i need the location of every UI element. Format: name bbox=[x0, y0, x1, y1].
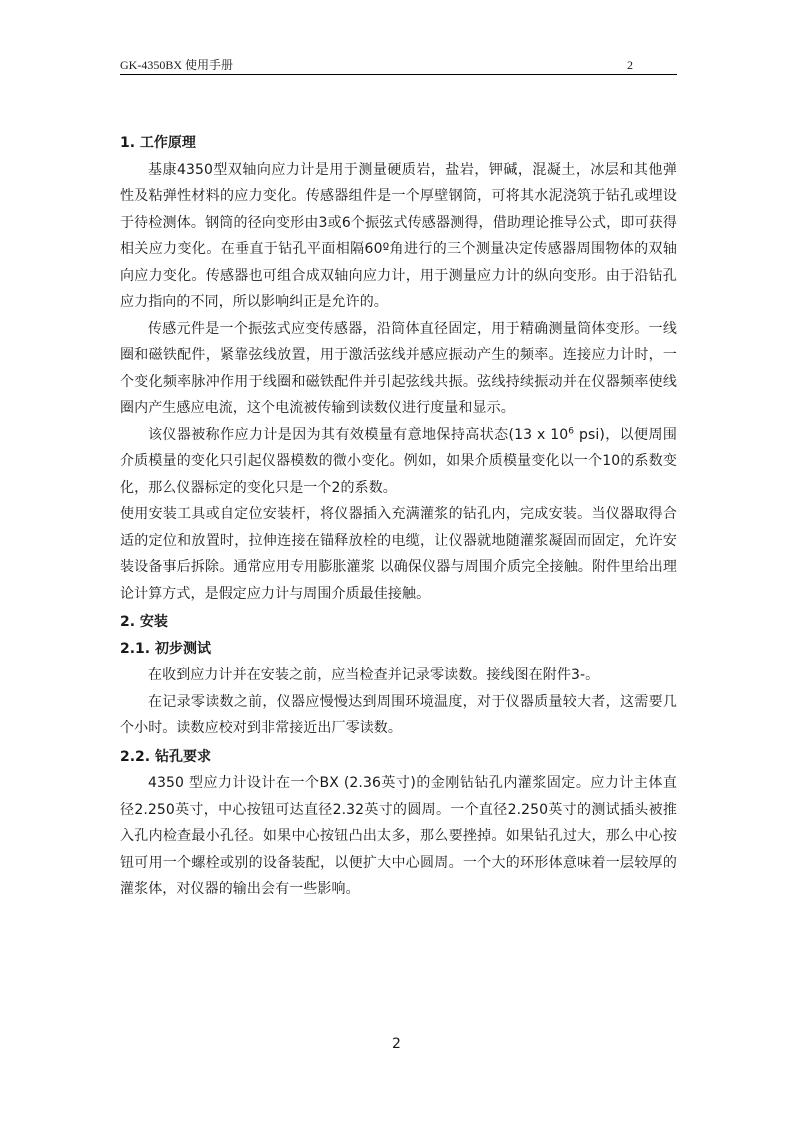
p3-text-before: 该仪器被称作应力计是因为其有效模量有意地保持高状态(13 x 10 bbox=[148, 426, 569, 443]
section-2-1-heading: 2.1. 初步测试 bbox=[120, 640, 211, 657]
page-footer bbox=[0, 1036, 793, 1052]
footer-page-number: 2 bbox=[392, 1036, 401, 1052]
section-1-paragraph-4: 使用安装工具或自定位安装杆，将仪器插入充满灌浆的钻孔内，完成安装。当仪器取得合适的定位和放置时，拉伸连接在锚释放栓的电缆，让仪器就地随灌浆凝固而固定，允许安装设备事后拆除。通常应用专用膨胀灌浆 以确保仪器与周围介质完全接触。附件里给出理论计算方式，是假定应力计与周围介质最佳接触。 bbox=[120, 506, 677, 602]
page-header bbox=[120, 58, 677, 75]
p3-text-after: psi)，以便周围介质模量的变化只引起仪器模数的微小变化。例如，如果介质模量变化以一个10的系数变化，那么仪器标定的变化只是一个2的系数。 bbox=[120, 426, 678, 496]
section-1-paragraph-2: 传感元件是一个振弦式应变传感器，沿筒体直径固定，用于精确测量筒体变形。一线圈和磁铁配件，紧靠弦线放置，用于激活弦线并感应振动产生的频率。连接应力计时，一个变化频率脉冲作用于线圈和磁铁配件并引起弦线共振。弦线持续振动并在仪器频率使线圈内产生感应电流，这个电流被传输到读数仪进行度量和显示。 bbox=[120, 320, 677, 416]
section-1-heading: 1. 工作原理 bbox=[120, 135, 196, 151]
section-1-paragraph-3 bbox=[120, 422, 677, 502]
header-page-number: 2 bbox=[627, 58, 633, 72]
p3-superscript: 6 bbox=[568, 425, 575, 436]
section-2-heading: 2. 安装 bbox=[120, 614, 168, 630]
page-content bbox=[120, 130, 677, 903]
section-2-2-heading: 2.2. 钻孔要求 bbox=[120, 748, 211, 765]
section-2-1-paragraph-2: 在记录零读数之前，仪器应慢慢达到周围环境温度，对于仪器质量较大者，这需要几个小时。读数应校对到非常接近出厂零读数。 bbox=[120, 693, 677, 736]
section-2-2-paragraph-1: 4350 型应力计设计在一个BX (2.36英寸)的金刚钻钻孔内灌浆固定。应力计主体直径2.250英寸，中心按钮可达直径2.32英寸的圆周。一个直径2.250英寸的测试插头被推入孔内检查最小孔径。如果中心按钮凸出太多，那么要挫掉。如果钻孔过大，那么中心按钮可用一个螺栓或别的设备装配，以便扩大中心圆周。一个大的环形体意味着一层较厚的灌浆体，对仪器的输出会有一些影响。 bbox=[120, 775, 677, 897]
section-2-1-paragraph-1: 在收到应力计并在安装之前，应当检查并记录零读数。接线图在附件3-。 bbox=[148, 667, 600, 683]
section-1-paragraph-1: 基康4350型双轴向应力计是用于测量硬质岩，盐岩，钾碱，混凝土，冰层和其他弹性及粘弹性材料的应力变化。传感器组件是一个厚壁钢筒，可将其水泥浇筑于钻孔或埋设于待检测体。钢筒的径向变形由3或6个振弦式传感器测得，借助理论推导公式，即可获得相关应力变化。在垂直于钻孔平面相隔60º角进行的三个测量决定传感器周围物体的双轴向应力变化。传感器也可组合成双轴向应力计，用于测量应力计的纵向变形。由于沿钻孔应力指向的不同，所以影响纠正是允许的。 bbox=[120, 161, 677, 310]
header-title: GK-4350BX 使用手册 bbox=[120, 58, 233, 72]
